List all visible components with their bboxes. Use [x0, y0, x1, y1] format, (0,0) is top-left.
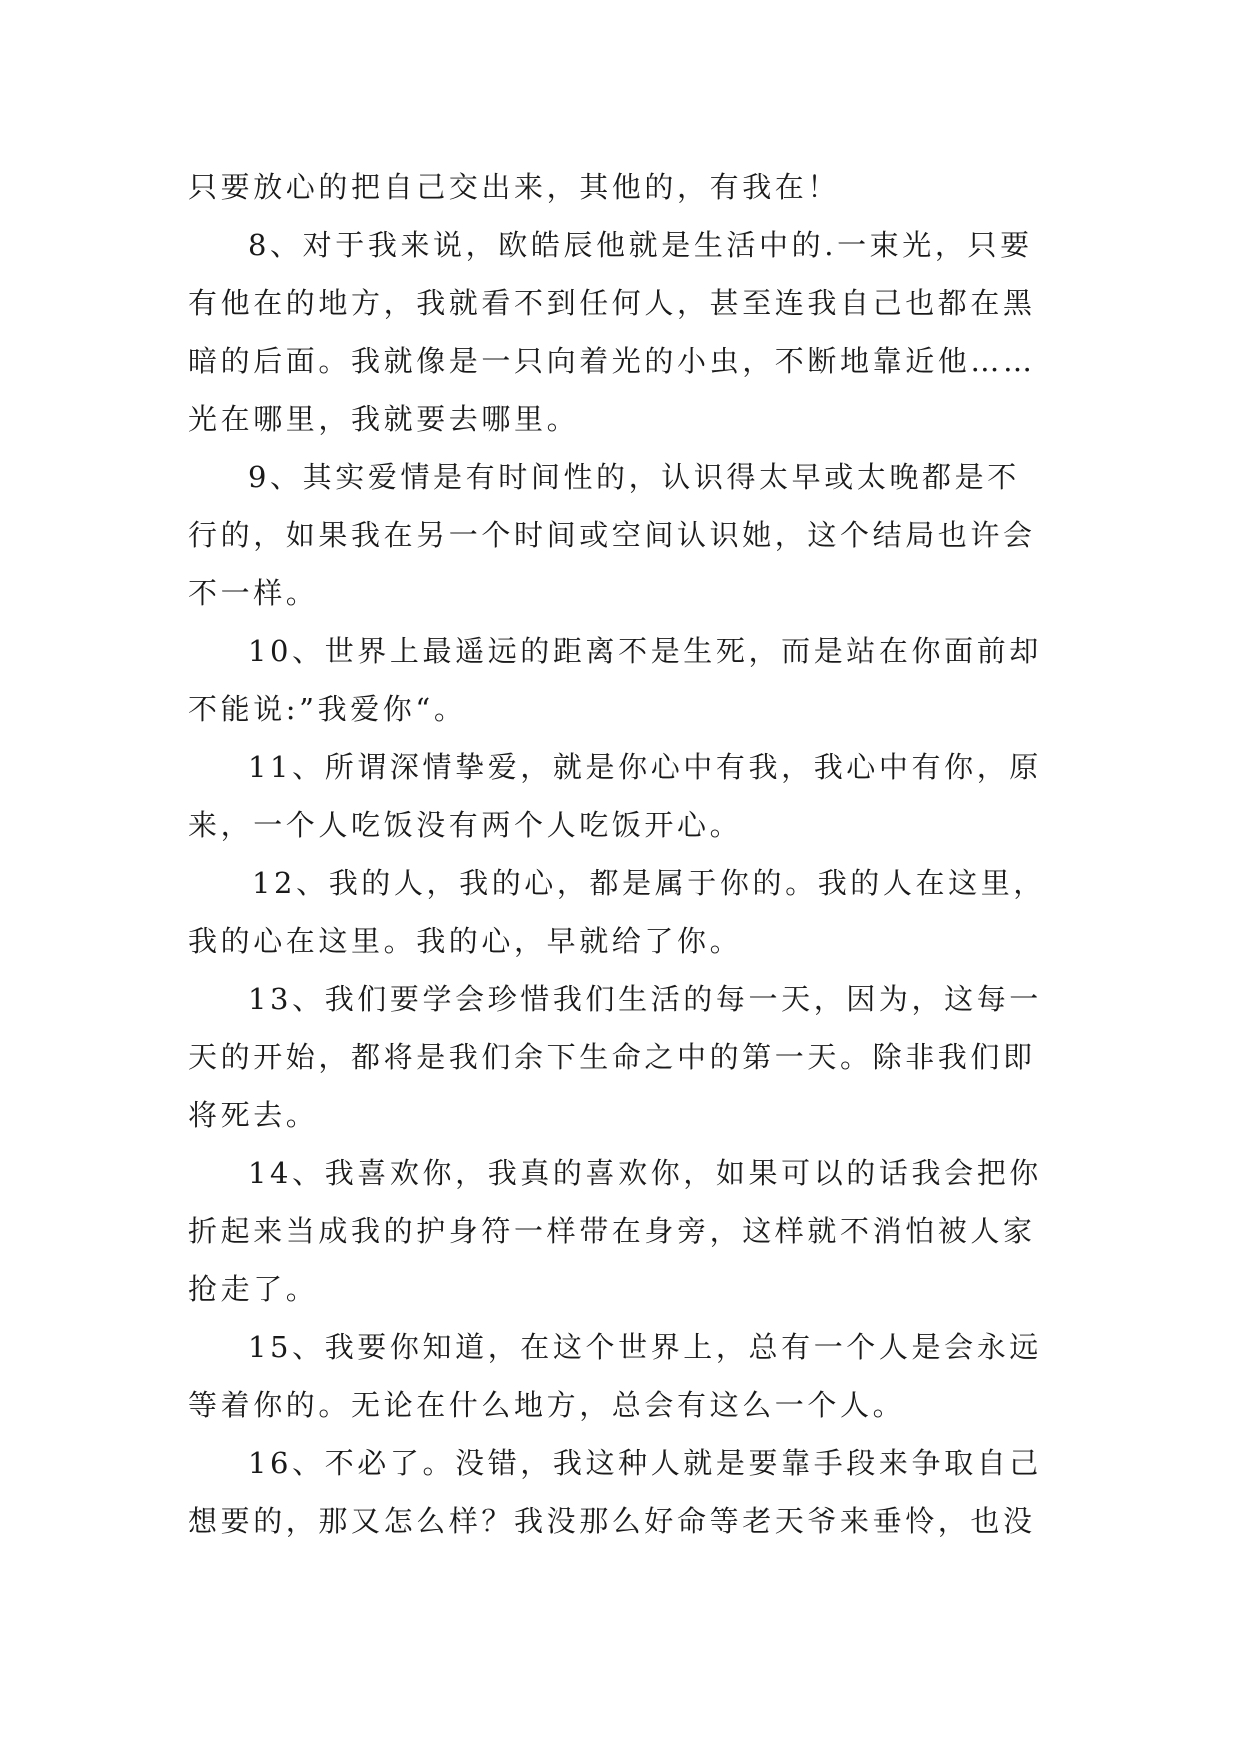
- text-line: 光在哪里，我就要去哪里。: [188, 402, 580, 436]
- text-line: 8、对于我来说，欧皓辰他就是生活中的.一束光，只要: [248, 228, 1033, 262]
- text-line: 12、我的人，我的心，都是属于你的。我的人在这里，: [252, 866, 1046, 900]
- text-line: 天的开始，都将是我们余下生命之中的第一天。除非我们即: [188, 1040, 1036, 1074]
- text-line: 等着你的。无论在什么地方，总会有这么一个人。: [188, 1388, 906, 1422]
- text-line: 只要放心的把自己交出来，其他的，有我在！: [188, 170, 841, 204]
- text-line: 想要的，那又怎么样？我没那么好命等老天爷来垂怜，也没: [188, 1504, 1036, 1538]
- text-line: 抢走了。: [188, 1272, 319, 1306]
- text-line: 来，一个人吃饭没有两个人吃饭开心。: [188, 808, 743, 842]
- text-line: 14、我喜欢你，我真的喜欢你，如果可以的话我会把你: [248, 1156, 1042, 1190]
- text-line: 将死去。: [188, 1098, 319, 1132]
- document-body: [188, 158, 1068, 1550]
- text-line: 不能说:”我爱你“。: [188, 692, 467, 726]
- text-line: 折起来当成我的护身符一样带在身旁，这样就不消怕被人家: [188, 1214, 1036, 1248]
- text-line: 有他在的地方，我就看不到任何人，甚至连我自己也都在黑: [188, 286, 1036, 320]
- text-line: 10、世界上最遥远的距离不是生死，而是站在你面前却: [248, 634, 1042, 668]
- text-line: 我的心在这里。我的心，早就给了你。: [188, 924, 743, 958]
- text-line: 行的，如果我在另一个时间或空间认识她，这个结局也许会: [188, 518, 1036, 552]
- text-line: 暗的后面。我就像是一只向着光的小虫，不断地靠近他……: [188, 344, 1036, 378]
- text-line: 15、我要你知道，在这个世界上，总有一个人是会永远: [248, 1330, 1042, 1364]
- text-line: 11、所谓深情挚爱，就是你心中有我，我心中有你，原: [248, 750, 1042, 784]
- text-line: 13、我们要学会珍惜我们生活的每一天，因为，这每一: [248, 982, 1042, 1016]
- text-line: 不一样。: [188, 576, 319, 610]
- text-line: 9、其实爱情是有时间性的，认识得太早或太晚都是不: [248, 460, 1020, 494]
- text-line: 16、不必了。没错，我这种人就是要靠手段来争取自己: [248, 1446, 1042, 1480]
